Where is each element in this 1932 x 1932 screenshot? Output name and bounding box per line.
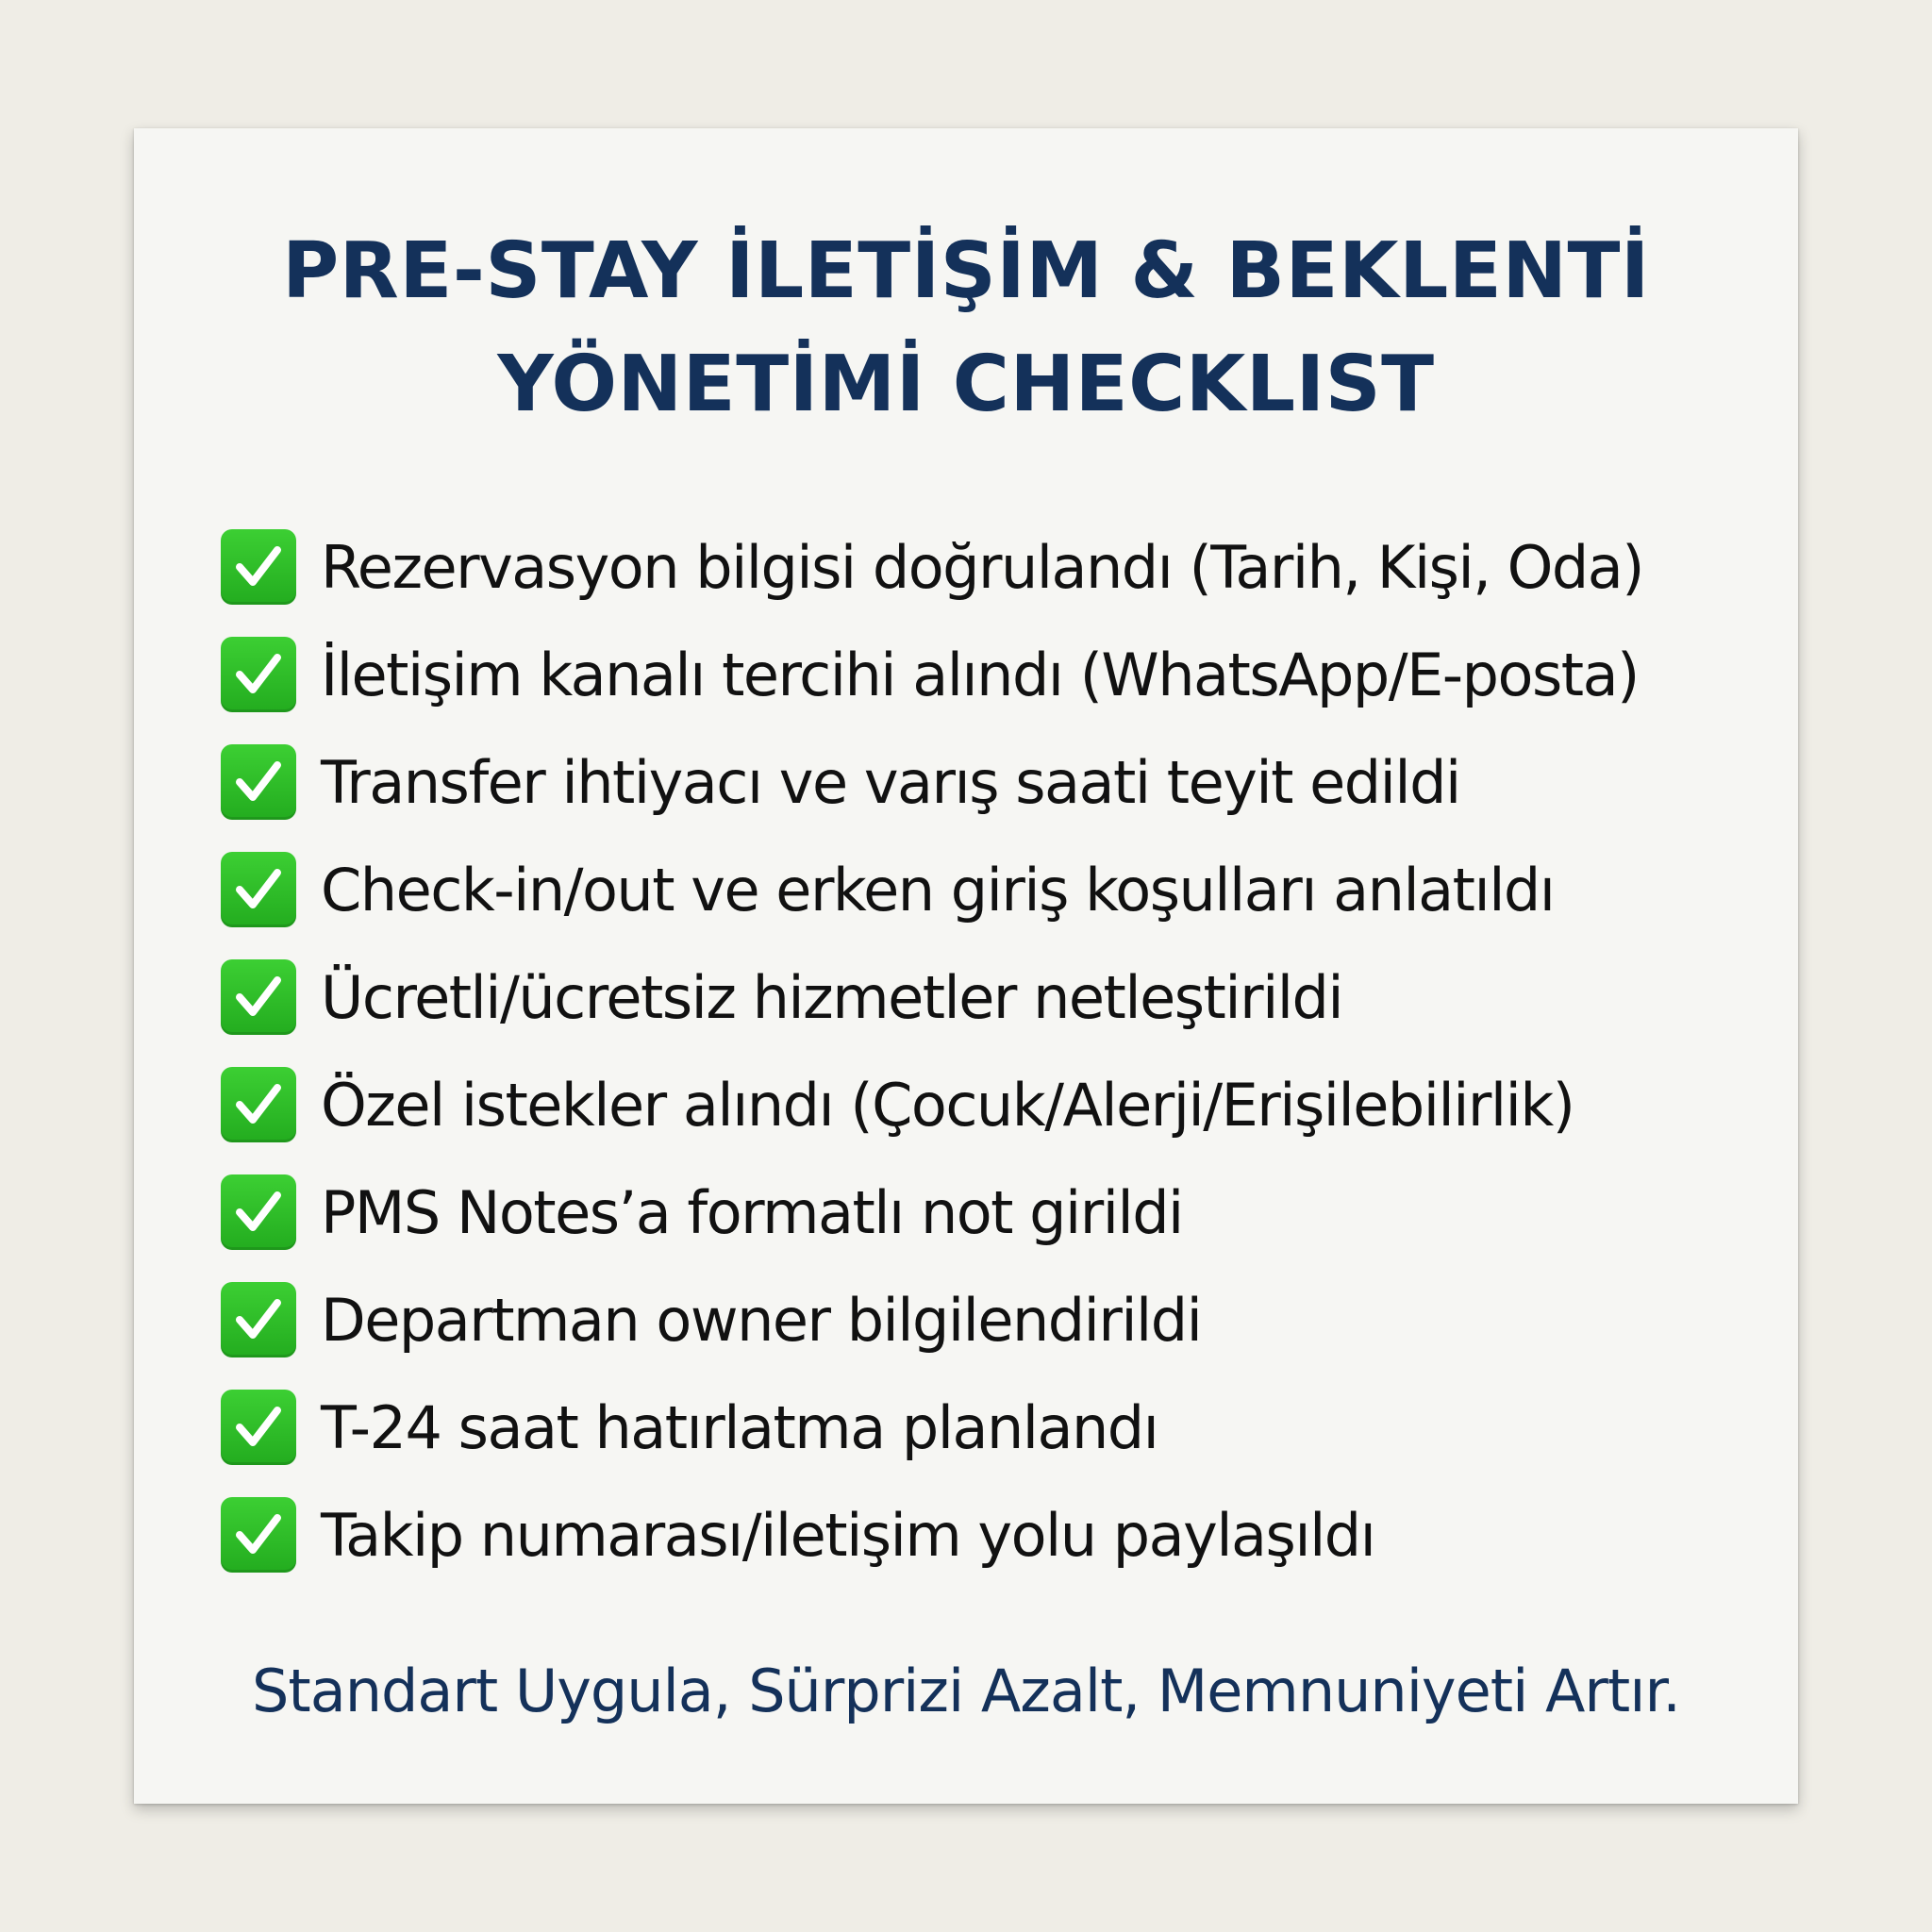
- checklist-item-label: T-24 saat hatırlatma planlandı: [321, 1392, 1158, 1462]
- footer-slogan: Standart Uygula, Sürprizi Azalt, Memnuniyeti Artır.: [252, 1657, 1680, 1725]
- checklist-item-label: Departman owner bilgilendirildi: [321, 1285, 1202, 1355]
- checklist-item: [221, 836, 1643, 943]
- check-mark-icon: [221, 1174, 296, 1250]
- check-mark-icon: [221, 744, 296, 820]
- checklist-item: [221, 1374, 1643, 1481]
- checklist-item-label: Takip numarası/iletişim yolu paylaşıldı: [321, 1500, 1375, 1570]
- title-line-1: PRE-STAY İLETİŞİM & BEKLENTİ: [282, 226, 1650, 316]
- checklist-item-label: Özel istekler alındı (Çocuk/Alerji/Erişilebilirlik): [321, 1070, 1574, 1140]
- title-line-2: YÖNETİMİ CHECKLIST: [497, 340, 1435, 429]
- checklist-item: [221, 513, 1643, 621]
- checklist-item: [221, 1158, 1643, 1266]
- check-mark-icon: [221, 529, 296, 605]
- page-title: [134, 215, 1798, 441]
- checklist-item: [221, 728, 1643, 836]
- check-mark-icon: [221, 852, 296, 927]
- check-mark-icon: [221, 1282, 296, 1357]
- check-mark-icon: [221, 637, 296, 712]
- checklist-item-label: PMS Notes’a formatlı not girildi: [321, 1177, 1183, 1247]
- check-mark-icon: [221, 1390, 296, 1465]
- checklist-item-label: Check-in/out ve erken giriş koşulları anlatıldı: [321, 855, 1555, 924]
- checklist-card: [134, 128, 1798, 1804]
- checklist-item-label: İletişim kanalı tercihi alındı (WhatsApp/E-posta): [321, 640, 1639, 709]
- checklist-item: [221, 943, 1643, 1051]
- checklist-item-label: Transfer ihtiyacı ve varış saati teyit edildi: [321, 747, 1460, 817]
- check-mark-icon: [221, 1067, 296, 1142]
- checklist-item-label: Ücretli/ücretsiz hizmetler netleştirildi: [321, 962, 1343, 1032]
- checklist: [221, 513, 1643, 1589]
- checklist-item: [221, 1481, 1643, 1589]
- checklist-item-label: Rezervasyon bilgisi doğrulandı (Tarih, Kişi, Oda): [321, 532, 1643, 602]
- checklist-item: [221, 1266, 1643, 1374]
- check-mark-icon: [221, 1497, 296, 1573]
- checklist-item: [221, 1051, 1643, 1158]
- checklist-item: [221, 621, 1643, 728]
- check-mark-icon: [221, 959, 296, 1035]
